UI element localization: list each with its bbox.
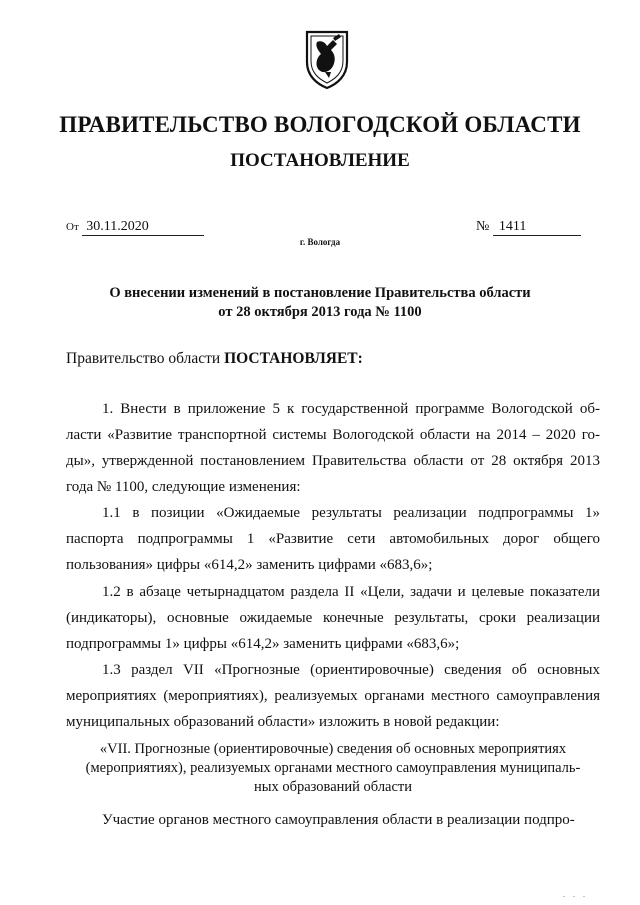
document-number-line: [476, 219, 581, 236]
document-type: ПОСТАНОВЛЕНИЕ: [230, 150, 410, 171]
section-title-line-3: ных образований области: [253, 779, 413, 795]
resolves-statement: [66, 350, 363, 368]
number-prefix: №: [476, 219, 490, 234]
paragraph-1: 1. Внести в приложение 5 к государственной программе Вологодской об-ласти «Развитие транспортной системы Вологодской области на 2014 – 2020 го-ды», утвержденной постановлением Правительства области от 28 октября 2013 года № 1100, следующие изменения:: [66, 401, 600, 495]
document-date-line: [66, 219, 204, 236]
section-title-line-2: (мероприятиях), реализуемых органами местного самоуправления муниципаль-: [85, 760, 581, 776]
paragraph-continuation: Участие органов местного самоуправления области в реализации подпро-: [102, 812, 575, 828]
issue-city: г. Вологда: [299, 237, 341, 247]
date-prefix: От: [66, 221, 79, 233]
document-subject: [0, 284, 640, 322]
section-title-line-1: «VII. Прогнозные (ориентировочные) сведения об основных мероприятиях: [99, 741, 567, 757]
government-name: ПРАВИТЕЛЬСТВО ВОЛОГОДСКОЙ ОБЛАСТИ: [59, 112, 581, 137]
paragraph-1-1: 1.1 в позиции «Ожидаемые результаты реализации подпрограммы 1» паспорта подпрограммы 1 «Развитие сети автомобильных дорог общего пользования» цифры «614,2» заменить цифрами «683,6»;: [66, 505, 600, 573]
subject-line-1: О внесении изменений в постановление Правительства области: [109, 285, 531, 301]
section-vii-title: [66, 740, 600, 797]
paragraph-1-3: 1.3 раздел VII «Прогнозные (ориентировочные) сведения об основных мероприятиях (мероприятиях), реализуемых органами местного самоуправления муниципальных образований области» изложить в новой редакции:: [66, 662, 600, 730]
page-corner-marks: . . .: [563, 890, 588, 899]
resolves-keyword: ПОСТАНОВЛЯЕТ:: [224, 350, 363, 367]
subject-line-2: от 28 октября 2013 года № 1100: [218, 304, 422, 320]
document-date: 30.11.2020: [82, 219, 204, 236]
paragraph-1-2: 1.2 в абзаце четырнадцатом раздела II «Цели, задачи и целевые показатели (индикаторы), основные ожидаемые конечные результаты, сроки реализации подпрограммы 1» цифры «614,2» заменить цифрами «683,6»;: [66, 584, 600, 652]
resolves-lead: Правительство области: [66, 350, 221, 367]
vologda-coat-of-arms-icon: [303, 28, 351, 90]
document-number: 1411: [493, 219, 581, 236]
